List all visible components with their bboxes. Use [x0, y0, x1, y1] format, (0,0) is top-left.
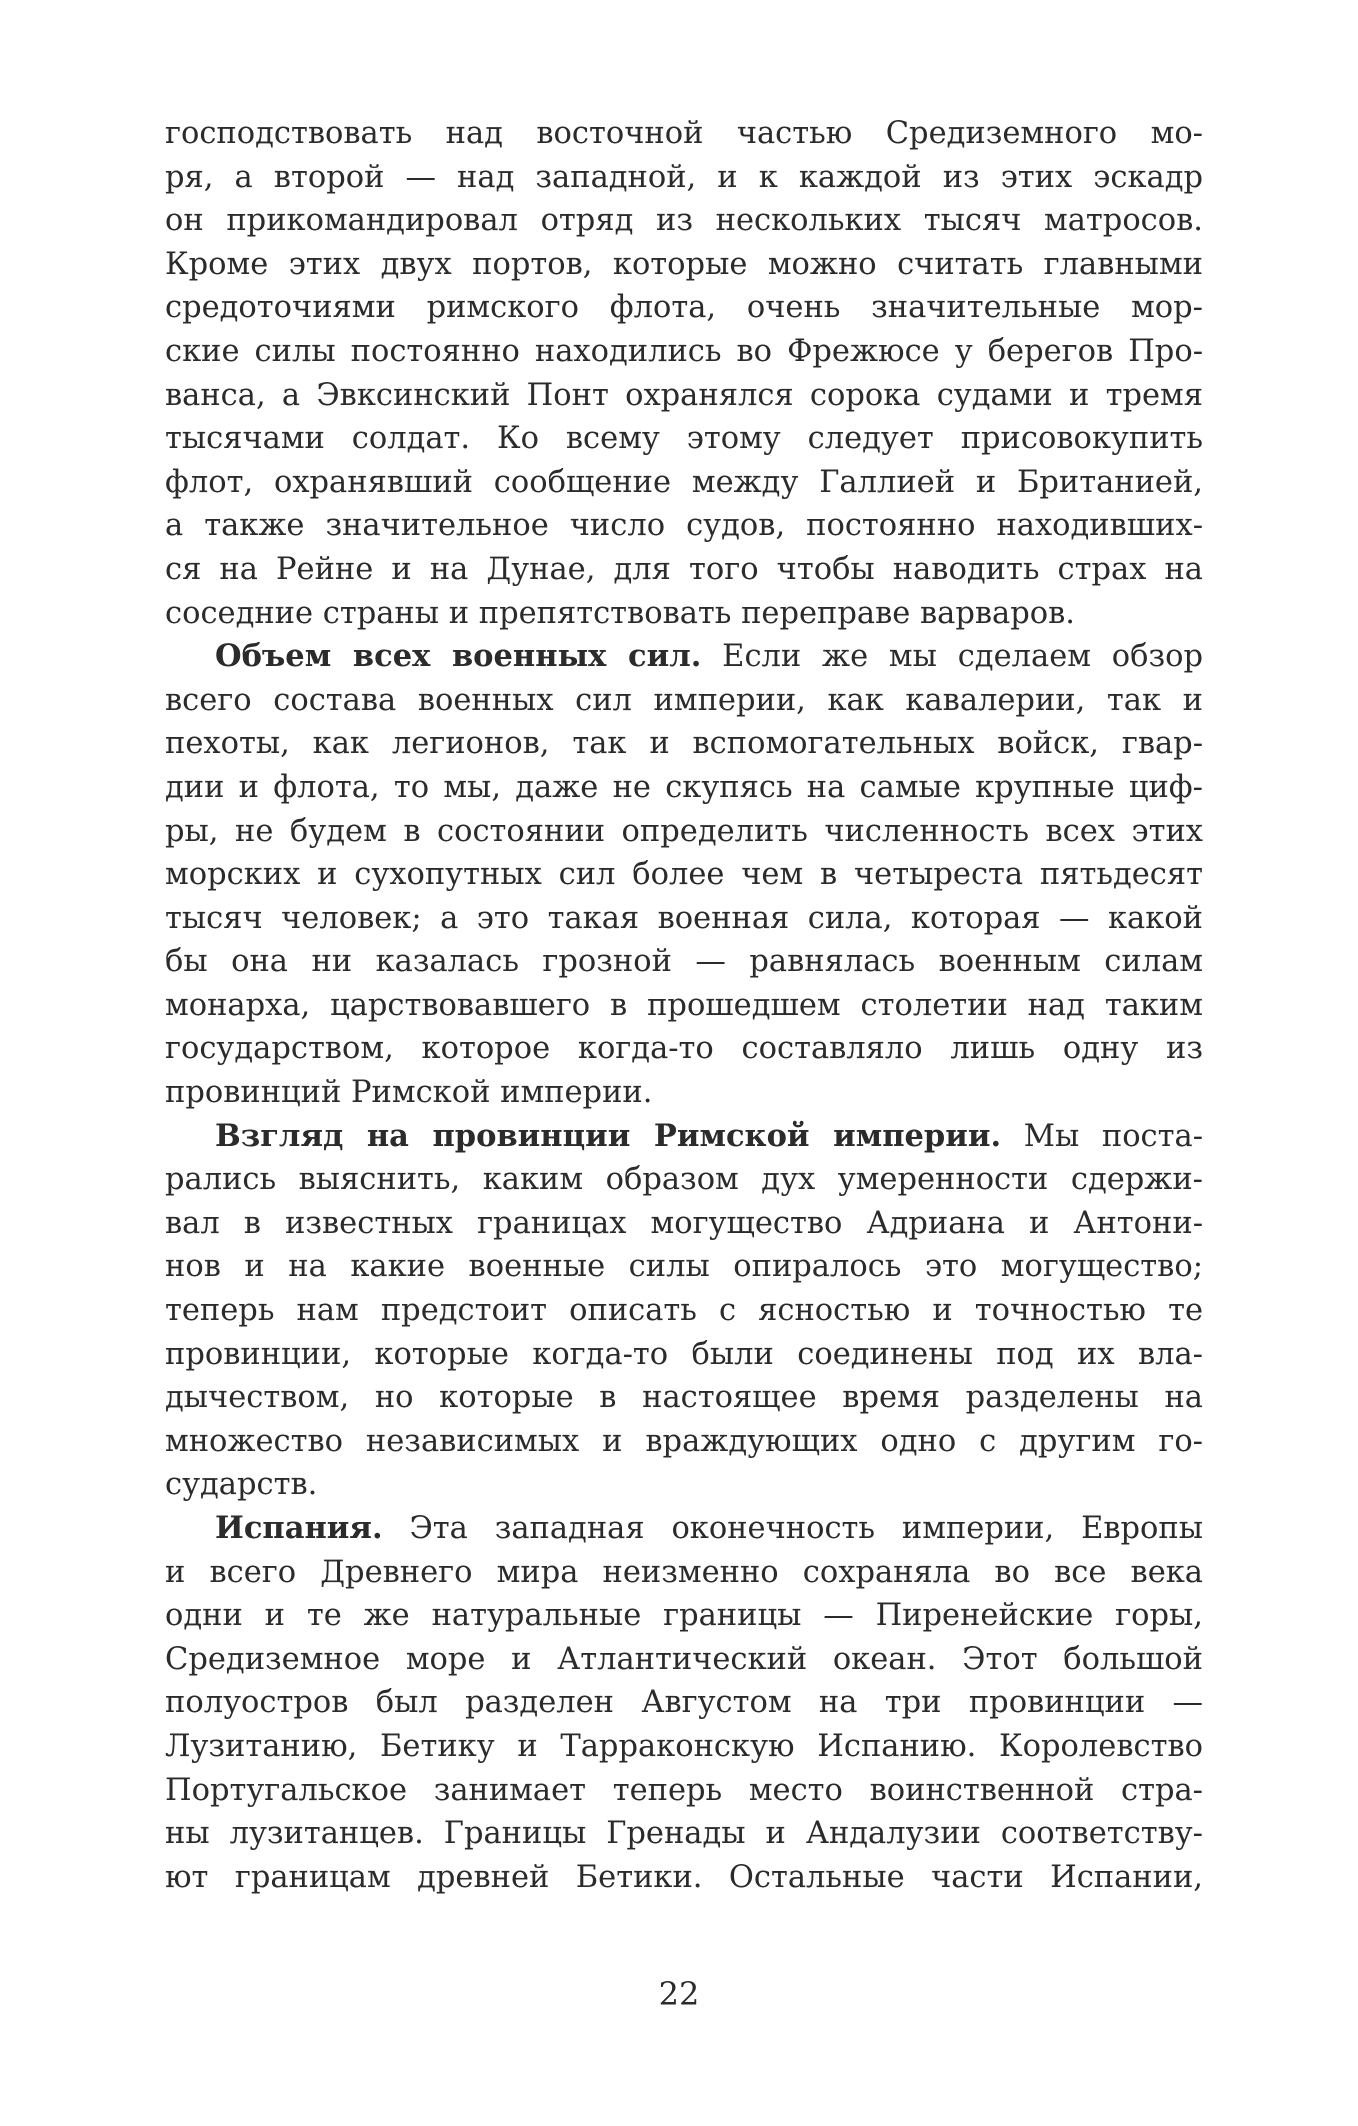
- text-line: полуостров был разделен Августом на три провинции —: [165, 1685, 1203, 1721]
- text-line: дии и флота, то мы, даже не скупясь на самые крупные циф-: [165, 769, 1203, 805]
- text-span: Эта западная оконечность империи, Европы: [382, 1511, 1203, 1546]
- text-line: [165, 635, 1203, 679]
- text-line: средоточиями римского флота, очень значительные мор-: [165, 290, 1203, 326]
- text-line: ют границам древней Бетики. Остальные части Испании,: [165, 1859, 1203, 1895]
- text-line: нов и на какие военные силы опиралось это могущество;: [165, 1249, 1203, 1285]
- text-line: он прикомандировал отряд из нескольких тысяч матросов.: [165, 203, 1203, 239]
- text-line: господствовать над восточной частью Средиземного мо-: [165, 116, 1203, 151]
- text-line: государством, которое когда-то составляло лишь одну из: [165, 1031, 1203, 1067]
- text-line: морских и сухопутных сил более чем в четыреста пятьдесят: [165, 857, 1203, 893]
- text-line: монарха, царствовавшего в прошедшем столетии над таким: [165, 987, 1203, 1023]
- section-heading: Объем всех военных сил.: [215, 638, 702, 675]
- text-line: и всего Древнего мира неизменно сохраняла во все века: [165, 1554, 1203, 1590]
- paragraph-provinces-overview: [165, 1115, 1203, 1507]
- text-line: ванса, а Эвксинский Понт охранялся сорока судами и тремя: [165, 377, 1203, 413]
- text-line: сударств.: [165, 1467, 318, 1503]
- text-line: провинции, которые когда-то были соединены под их вла-: [165, 1336, 1203, 1372]
- paragraph-spain: [165, 1507, 1203, 1899]
- section-heading: Взгляд на провинции Римской империи.: [215, 1117, 1002, 1154]
- text-span: Мы поста-: [1001, 1118, 1204, 1154]
- text-line: а также значительное число судов, постоянно находивших-: [165, 508, 1203, 544]
- text-line: дычеством, но которые в настоящее время разделены на: [165, 1380, 1203, 1416]
- section-heading: Испания.: [215, 1510, 383, 1546]
- text-line: всего состава военных сил империи, как кавалерии, так и: [165, 682, 1203, 718]
- text-line: Лузитанию, Бетику и Тарраконскую Испанию. Королевство: [165, 1728, 1203, 1764]
- text-line: ры, не будем в состоянии определить численность всех этих: [165, 813, 1203, 849]
- page-number: 22: [658, 1975, 700, 2013]
- text-line: ские силы постоянно находились во Фрежюсе у берегов Про-: [165, 333, 1203, 369]
- text-line: вал в известных границах могущество Адриана и Антони-: [165, 1205, 1203, 1241]
- text-line: тысяч человек; а это такая военная сила, которая — какой: [165, 900, 1203, 936]
- page-text: [165, 112, 1203, 1899]
- text-line: теперь нам предстоит описать с ясностью и точностью те: [165, 1293, 1203, 1329]
- text-line: ся на Рейне и на Дунае, для того чтобы наводить страх на: [165, 551, 1203, 587]
- text-line: ны лузитанцев. Границы Гренады и Андалузии соответству-: [165, 1816, 1203, 1852]
- text-line: множество независимых и враждующих одно с другим го-: [165, 1423, 1203, 1459]
- paragraph-fleet: [165, 112, 1203, 635]
- text-line: пехоты, как легионов, так и вспомогательных войск, гвар-: [165, 726, 1203, 762]
- text-line: рались выяснить, каким образом дух умеренности сдержи-: [165, 1162, 1203, 1198]
- text-line: Португальское занимает теперь место воинственной стра-: [165, 1772, 1203, 1808]
- text-line: соседние страны и препятствовать переправе варваров.: [165, 595, 1075, 631]
- text-line: провинций Римской империи.: [165, 1075, 653, 1111]
- text-line: тысячами солдат. Ко всему этому следует присовокупить: [165, 421, 1203, 457]
- text-line: одни и те же натуральные границы — Пиренейские горы,: [165, 1598, 1203, 1634]
- text-span: Если же мы сделаем обзор: [701, 639, 1204, 675]
- paragraph-military-forces: [165, 635, 1203, 1115]
- text-line: бы она ни казалась грозной — равнялась военным силам: [165, 944, 1203, 980]
- text-line: [165, 1507, 1203, 1551]
- text-line: [165, 1115, 1203, 1159]
- text-line: Средиземное море и Атлантический океан. Этот большой: [165, 1641, 1203, 1677]
- text-line: Кроме этих двух портов, которые можно считать главными: [165, 246, 1203, 282]
- text-line: флот, охранявший сообщение между Галлией и Британией,: [165, 464, 1203, 500]
- text-line: ря, а второй — над западной, и к каждой из этих эскадр: [165, 159, 1203, 195]
